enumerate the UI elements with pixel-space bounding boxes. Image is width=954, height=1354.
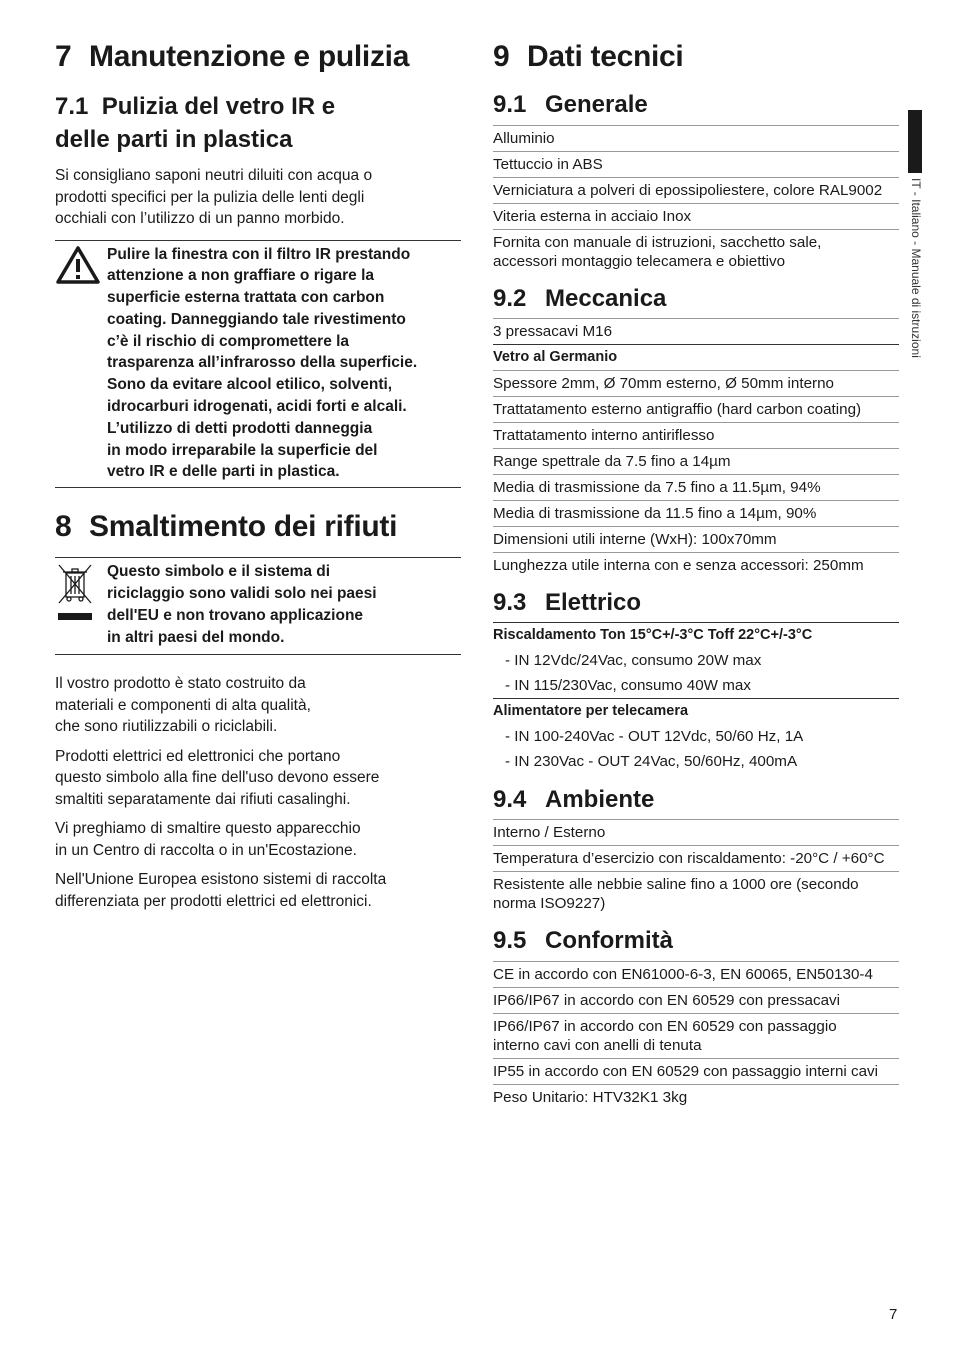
compliance-specs-list <box>493 961 899 1110</box>
list-item: Range spettrale da 7.5 fino a 14µm <box>493 449 899 475</box>
list-item: CE in accordo con EN61000-6-3, EN 60065, EN50130-4 <box>493 961 899 988</box>
list-item: Media di trasmissione da 7.5 fino a 11.5µm, 94% <box>493 475 899 501</box>
list-item: Dimensioni utili interne (WxH): 100x70mm <box>493 527 899 553</box>
list-item: Media di trasmissione da 11.5 fino a 14µm, 90% <box>493 501 899 527</box>
right-column <box>493 36 899 1110</box>
list-item: - IN 12Vdc/24Vac, consumo 20W max <box>505 652 762 669</box>
section-7-1-title: 7.1 Pulizia del vetro IR e delle parti in plastica <box>55 93 336 153</box>
list-item: IP55 in accordo con EN 60529 con passaggio interni cavi <box>493 1059 899 1085</box>
list-item: Viteria esterna in acciaio Inox <box>493 204 899 230</box>
list-item: Resistente alle nebbie saline fino a 1000 ore (secondo norma ISO9227) <box>493 876 859 912</box>
warning-box <box>55 240 461 489</box>
section-9-title: 9 Dati tecnici <box>493 40 684 73</box>
list-item: IP66/IP67 in accordo con EN 60529 con pressacavi <box>493 988 899 1014</box>
environment-specs-list <box>493 819 899 916</box>
section-8-title: 8 Smaltimento dei rifiuti <box>55 510 398 544</box>
list-item: Spessore 2mm, Ø 70mm esterno, Ø 50mm interno <box>493 371 899 397</box>
list-item: Trattatamento interno antiriflesso <box>493 423 899 449</box>
side-language-label: IT - Italiano - Manuale di istruzioni <box>909 178 923 358</box>
list-item: Interno / Esterno <box>493 819 899 846</box>
disposal-paragraph-2: Prodotti elettrici ed elettronici che portano questo simbolo alla fine dell'uso devono essere smaltiti separatamente dai rifiuti casalinghi. <box>55 747 380 808</box>
list-item: - IN 100-240Vac - OUT 12Vdc, 50/60 Hz, 1A <box>505 728 804 745</box>
warning-text: Pulire la finestra con il filtro IR prestando attenzione a non graffiare o rigare la superficie esterna trattata con carbon coating. Danneggiando tale rivestimento c’è il rischio di compromettere la trasparenza all’infrarosso della superficie. Sono da evitare alcool etilico, solventi, idrocarburi idrogenati, acidi forti e alcali. L’utilizzo di detti prodotti danneggia in modo irreparabile la superficie del vetro IR e delle parti in plastica. <box>107 245 418 481</box>
page-number: 7 <box>889 1306 898 1323</box>
list-item: Verniciatura a polveri di epossipoliestere, colore RAL9002 <box>493 178 899 204</box>
electrical-specs-list <box>493 622 899 774</box>
section-7-title: 7 Manutenzione e pulizia <box>55 40 410 73</box>
list-heading: Vetro al Germanio <box>493 345 899 371</box>
list-heading: Riscaldamento Ton 15°C+/-3°C Toff 22°C+/-3°C <box>493 622 899 648</box>
disposal-paragraph-3: Vi preghiamo di smaltire questo apparecchio in un Centro di raccolta o in un'Ecostazione. <box>55 820 361 859</box>
list-item: Trattatamento esterno antigraffio (hard carbon coating) <box>493 397 899 423</box>
disposal-paragraph-4: Nell'Unione Europea esistono sistemi di raccolta differenziata per prodotti elettrici ed elettronici. <box>55 871 387 910</box>
disposal-paragraph-1: Il vostro prodotto è stato costruito da materiali e componenti di alta qualità, che sono riutilizzabili o riciclabili. <box>55 675 311 736</box>
list-item: Temperatura d’esercizio con riscaldamento: -20°C / +60°C <box>493 846 899 872</box>
language-tab-marker <box>908 110 922 173</box>
general-specs-list <box>493 125 899 274</box>
list-heading: Alimentatore per telecamera <box>493 703 689 719</box>
list-item: 3 pressacavi M16 <box>493 318 899 345</box>
list-item: Tettuccio in ABS <box>493 152 899 178</box>
crossed-bin-icon <box>55 561 107 648</box>
section-9-3-title: 9.3 Elettrico <box>493 589 642 616</box>
section-9-4-title: 9.4 Ambiente <box>493 786 655 813</box>
list-item: Peso Unitario: HTV32K1 3kg <box>493 1089 688 1106</box>
cleaning-paragraph: Si consigliano saponi neutri diluiti con acqua o prodotti specifici per la pulizia delle lenti degli occhiali con l’utilizzo di un panno morbido. <box>55 167 373 227</box>
list-item: - IN 115/230Vac, consumo 40W max <box>493 673 899 699</box>
list-item: Alluminio <box>493 125 899 152</box>
list-item: Fornita con manuale di istruzioni, sacchetto sale, accessori montaggio telecamera e obiettivo <box>493 234 822 270</box>
weee-notice-box <box>55 557 461 655</box>
list-item: IP66/IP67 in accordo con EN 60529 con passaggio interno cavi con anelli di tenuta <box>493 1014 899 1059</box>
section-9-5-title: 9.5 Conformità <box>493 927 673 954</box>
left-column <box>55 36 461 912</box>
mechanical-specs-list <box>493 318 899 578</box>
section-9-2-title: 9.2 Meccanica <box>493 285 667 312</box>
weee-notice-text: Questo simbolo e il sistema di riciclaggio sono validi solo nei paesi dell'EU e non trovano applicazione in altri paesi del mondo. <box>107 563 377 646</box>
section-9-1-title: 9.1 Generale <box>493 91 648 118</box>
warning-triangle-icon <box>55 244 107 484</box>
list-item: Lunghezza utile interna con e senza accessori: 250mm <box>493 557 864 574</box>
list-item: - IN 230Vac - OUT 24Vac, 50/60Hz, 400mA <box>505 753 798 770</box>
